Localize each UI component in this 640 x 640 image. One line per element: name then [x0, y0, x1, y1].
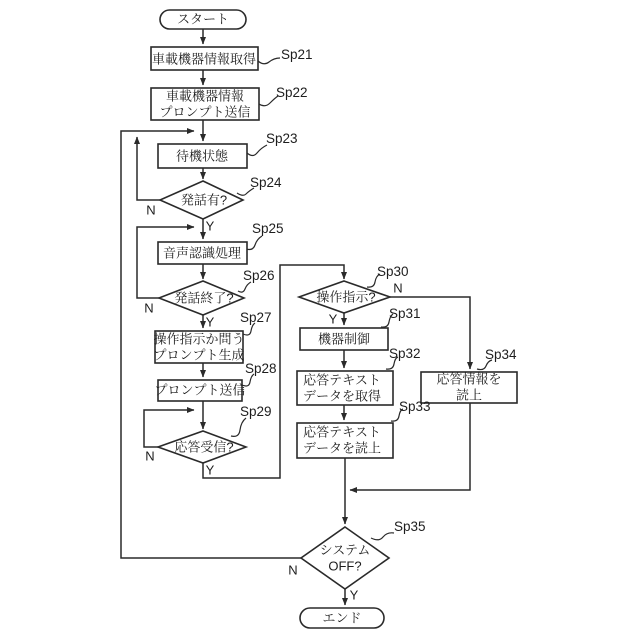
step-label-sp30: Sp30	[377, 264, 409, 279]
process-sp27-label: 操作指示か問う プロンプト生成	[153, 331, 245, 362]
leader-sp29	[231, 418, 246, 436]
process-sp25-label: 音声認識処理	[162, 245, 242, 261]
process-sp22-label: 車載機器情報 プロンプト送信	[159, 88, 251, 119]
step-label-sp23: Sp23	[266, 131, 298, 146]
branch-label-sp26-n: N	[144, 300, 154, 316]
branch-label-sp24-y: Y	[205, 218, 215, 234]
decision-sp26-label: 発話終了?	[174, 290, 234, 306]
step-label-sp25: Sp25	[252, 221, 284, 236]
step-label-sp28: Sp28	[245, 361, 277, 376]
step-label-sp32: Sp32	[389, 346, 421, 361]
leader-sp25	[246, 236, 262, 250]
step-label-sp34: Sp34	[485, 347, 517, 362]
step-label-sp26: Sp26	[243, 268, 275, 283]
terminator-start-label: スタート	[176, 11, 230, 27]
step-label-sp35: Sp35	[394, 519, 426, 534]
step-label-sp29: Sp29	[240, 404, 272, 419]
branch-label-sp29-n: N	[145, 448, 155, 464]
process-sp33-label: 応答テキスト データを読上	[302, 424, 382, 455]
branch-label-sp35-n: N	[288, 562, 298, 578]
decision-sp24-label: 発話有?	[180, 192, 228, 208]
step-label-sp27: Sp27	[240, 310, 272, 325]
branch-label-sp30-y: Y	[328, 311, 338, 327]
decision-sp29-label: 応答受信?	[174, 439, 234, 455]
branch-label-sp24-n: N	[146, 202, 156, 218]
process-sp21-label: 車載機器情報取得	[151, 51, 257, 67]
leader-sp35	[371, 533, 394, 540]
terminator-end-label: エンド	[322, 610, 362, 626]
step-label-sp24: Sp24	[250, 175, 282, 190]
process-sp23-label: 待機状態	[175, 148, 229, 164]
process-sp28-label: プロンプト送信	[154, 382, 246, 398]
step-label-sp31: Sp31	[389, 306, 421, 321]
edge-sp24-n-loop	[137, 137, 160, 200]
step-label-sp22: Sp22	[276, 85, 308, 100]
branch-label-sp26-y: Y	[205, 314, 215, 330]
process-sp32-label: 応答テキスト データを取得	[302, 372, 382, 403]
branch-label-sp29-y: Y	[205, 462, 215, 478]
leader-sp23	[247, 145, 267, 156]
decision-sp30-label: 操作指示?	[316, 289, 376, 305]
decision-sp35-label: システム OFF?	[319, 542, 371, 573]
step-label-sp33: Sp33	[399, 399, 431, 414]
branch-label-sp35-y: Y	[349, 587, 359, 603]
leader-sp26	[238, 282, 251, 292]
process-sp34-label: 応答情報を 読上	[436, 371, 502, 402]
leader-sp21	[258, 58, 280, 64]
branch-label-sp30-n: N	[393, 280, 403, 296]
step-label-sp21: Sp21	[281, 47, 313, 62]
process-sp31-label: 機器制御	[317, 331, 371, 347]
